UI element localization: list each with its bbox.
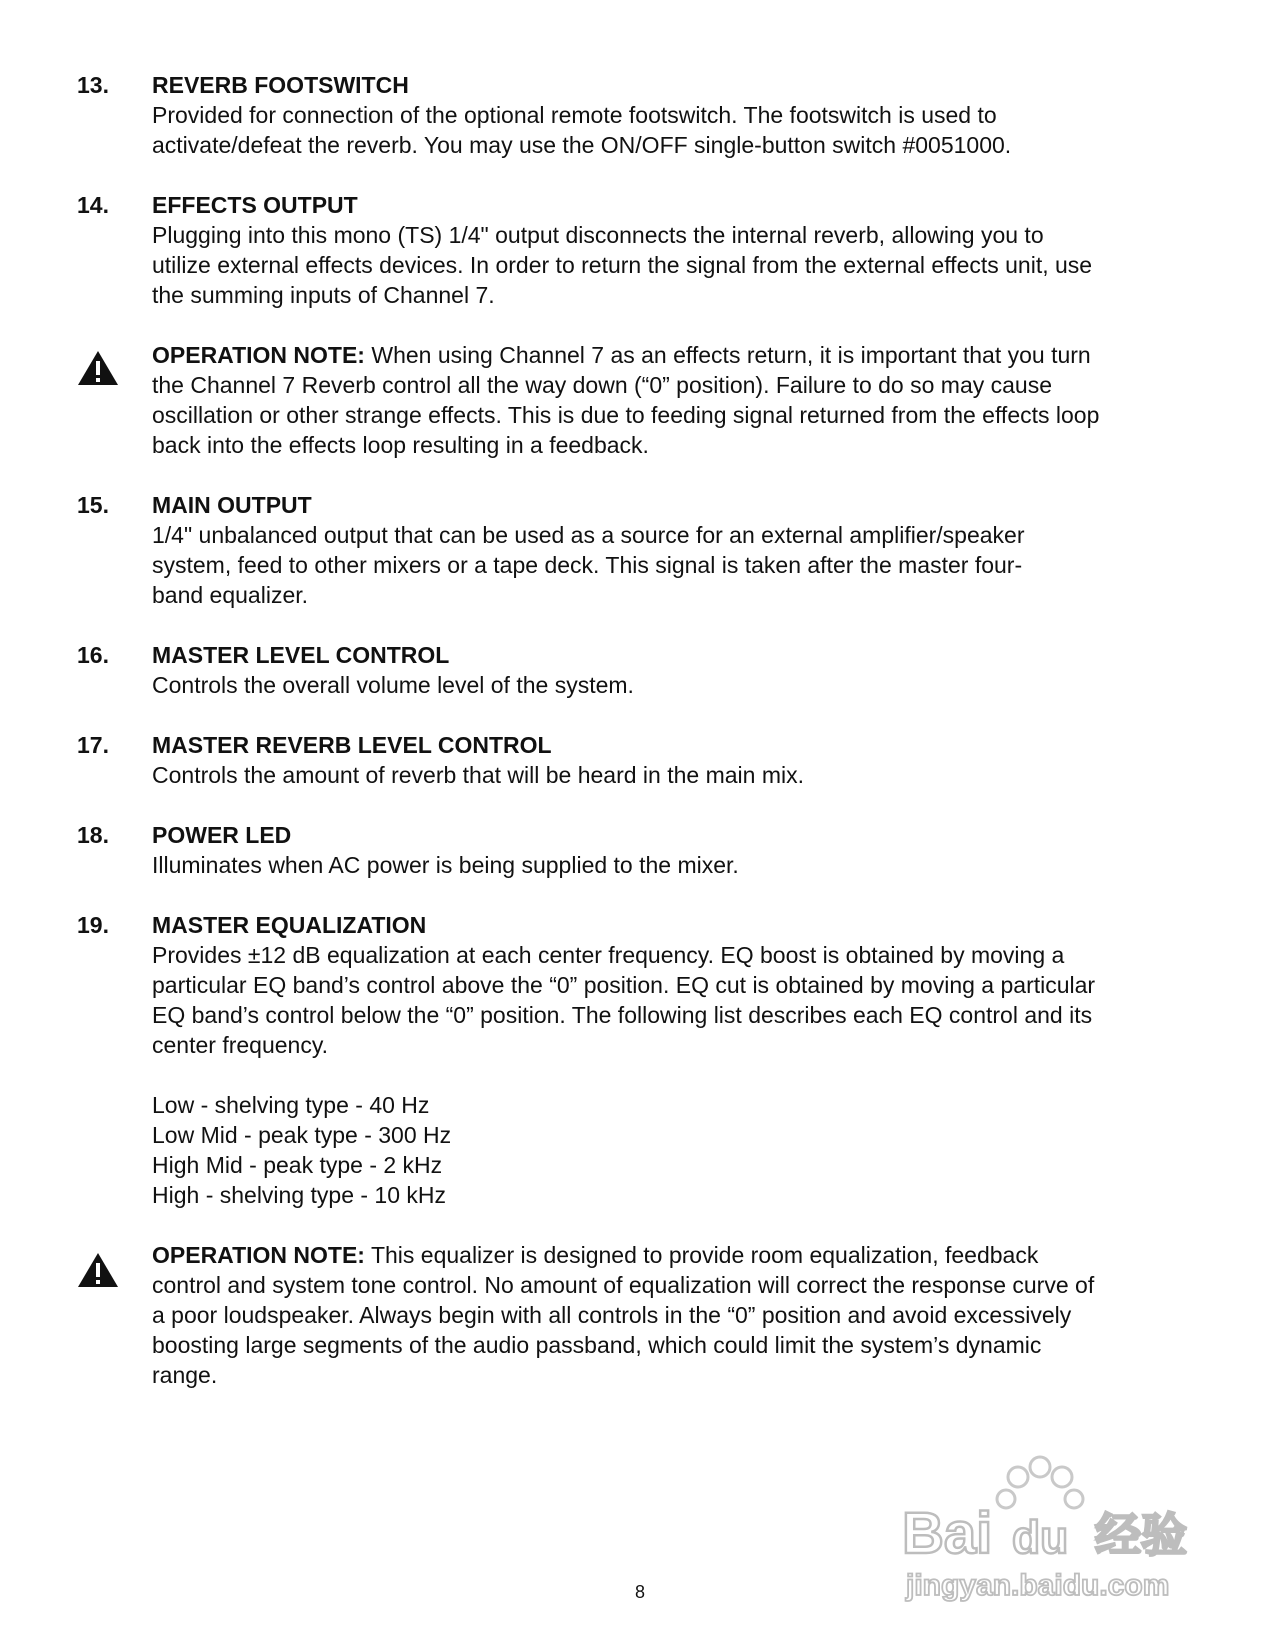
note-label: OPERATION NOTE: bbox=[152, 1242, 365, 1268]
section-heading: MASTER LEVEL CONTROL bbox=[152, 642, 450, 668]
watermark-url: jingyan.baidu.com bbox=[906, 1569, 1170, 1602]
note-line: a poor loudspeaker. Always begin with all controls in the “0” position and avoid excessively bbox=[152, 1302, 1072, 1328]
body-line: activate/defeat the reverb. You may use the ON/OFF single-button switch #0051000. bbox=[152, 132, 1012, 158]
warning-icon bbox=[77, 350, 119, 386]
body-line: the summing inputs of Channel 7. bbox=[152, 282, 495, 308]
note-line: control and system tone control. No amount of equalization will correct the response curve of bbox=[152, 1272, 1095, 1298]
section-number: 15. bbox=[77, 492, 109, 518]
body-line: Plugging into this mono (TS) 1/4" output disconnects the internal reverb, allowing you to bbox=[152, 222, 1044, 248]
watermark-brand: Bai bbox=[902, 1501, 993, 1566]
body-line: 1/4" unbalanced output that can be used as a source for an external amplifier/speaker bbox=[152, 522, 1025, 548]
body-line: Provides ±12 dB equalization at each center frequency. EQ boost is obtained by moving a bbox=[152, 942, 1065, 968]
eq-band-list bbox=[152, 1090, 451, 1210]
note-first-line: When using Channel 7 as an effects return, it is important that you turn bbox=[364, 342, 1091, 368]
baidu-watermark-logo bbox=[900, 1455, 1210, 1605]
note-line: range. bbox=[152, 1362, 218, 1388]
body-line: band equalizer. bbox=[152, 582, 309, 608]
body-line: center frequency. bbox=[152, 1032, 329, 1058]
eq-band-item: High Mid - peak type - 2 kHz bbox=[152, 1152, 443, 1178]
note-text bbox=[152, 1240, 1202, 1390]
section-number: 19. bbox=[77, 912, 109, 938]
section-heading: REVERB FOOTSWITCH bbox=[152, 72, 409, 98]
section-body bbox=[152, 670, 1202, 700]
body-line: EQ band’s control below the “0” position. The following list describes each EQ control and its bbox=[152, 1002, 1093, 1028]
body-line: Controls the overall volume level of the system. bbox=[152, 672, 634, 698]
eq-band-item: Low - shelving type - 40 Hz bbox=[152, 1092, 430, 1118]
section-body bbox=[152, 100, 1202, 160]
note-text bbox=[152, 340, 1202, 460]
body-line: Provided for connection of the optional remote footswitch. The footswitch is used to bbox=[152, 102, 997, 128]
eq-band-item: Low Mid - peak type - 300 Hz bbox=[152, 1122, 452, 1148]
section-heading: POWER LED bbox=[152, 822, 292, 848]
note-first-line: This equalizer is designed to provide room equalization, feedback bbox=[364, 1242, 1039, 1268]
note-line: oscillation or other strange effects. This is due to feeding signal returned from the effects loop bbox=[152, 402, 1100, 428]
section-number: 13. bbox=[77, 72, 109, 98]
body-line: utilize external effects devices. In order to return the signal from the external effects unit, use bbox=[152, 252, 1093, 278]
section-body bbox=[152, 220, 1202, 310]
section-body bbox=[152, 940, 1202, 1060]
section-number: 17. bbox=[77, 732, 109, 758]
body-line: Controls the amount of reverb that will be heard in the main mix. bbox=[152, 762, 804, 788]
eq-band-item: High - shelving type - 10 kHz bbox=[152, 1182, 447, 1208]
section-number: 18. bbox=[77, 822, 109, 848]
section-heading: MASTER EQUALIZATION bbox=[152, 912, 427, 938]
section-body bbox=[152, 760, 1202, 790]
section-body bbox=[152, 520, 1202, 610]
section-body bbox=[152, 850, 1202, 880]
section-number: 16. bbox=[77, 642, 109, 668]
section-heading: EFFECTS OUTPUT bbox=[152, 192, 358, 218]
page-number: 8 bbox=[634, 1582, 645, 1602]
section-heading: MASTER REVERB LEVEL CONTROL bbox=[152, 732, 552, 758]
note-line: boosting large segments of the audio passband, which could limit the system’s dynamic bbox=[152, 1332, 1042, 1358]
section-heading: MAIN OUTPUT bbox=[152, 492, 312, 518]
body-line: particular EQ band’s control above the “0” position. EQ cut is obtained by moving a particular bbox=[152, 972, 1096, 998]
watermark-chinese: 经验 bbox=[1095, 1508, 1187, 1562]
note-line: the Channel 7 Reverb control all the way down (“0” position). Failure to do so may cause bbox=[152, 372, 1053, 398]
note-label: OPERATION NOTE: bbox=[152, 342, 365, 368]
body-line: system, feed to other mixers or a tape deck. This signal is taken after the master four- bbox=[152, 552, 1023, 578]
note-line: back into the effects loop resulting in a feedback. bbox=[152, 432, 649, 458]
watermark-brand-du: du bbox=[1012, 1511, 1069, 1563]
body-line: Illuminates when AC power is being supplied to the mixer. bbox=[152, 852, 739, 878]
section-number: 14. bbox=[77, 192, 109, 218]
warning-icon bbox=[77, 1252, 119, 1288]
